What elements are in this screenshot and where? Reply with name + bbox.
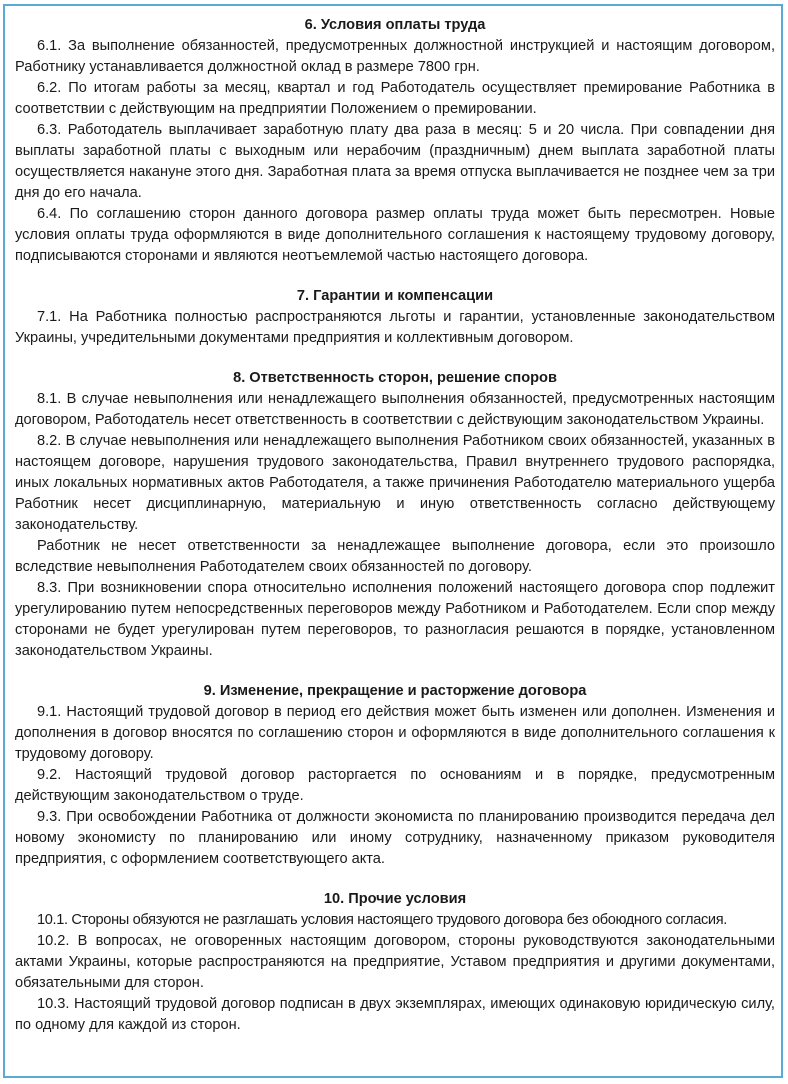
paragraph: 8.1. В случае невыполнения или ненадлежащего выполнения обязанностей, предусмотренных настоящим договором, Работодатель несет ответственность в соответствии с действующим законодательством Украины.: [15, 391, 775, 428]
paragraph: 8.3. При возникновении спора относительно исполнения положений настоящего договора спор подлежит урегулированию путем непосредственных переговоров между Работником и Работодателем. Если спор между сторонами не будет урегулирован путем переговоров, то разногласия решаются в порядке, установленном законодательством Украины.: [15, 580, 775, 659]
paragraph: 6.4. По соглашению сторон данного договора размер оплаты труда может быть пересмотрен. Новые условия оплаты труда оформляются в виде дополнительного соглашения к настоящему трудовому договору, подписываются сторонами и являются неотъемлемой частью настоящего договора.: [15, 206, 775, 264]
paragraph: 6.1. За выполнение обязанностей, предусмотренных должностной инструкцией и настоящим договором, Работнику устанавливается должностной оклад в размере 7800 грн.: [15, 38, 775, 75]
section-6: [15, 15, 775, 267]
paragraph: 10.2. В вопросах, не оговоренных настоящим договором, стороны руководствуются законодательными актами Украины, которые распространяются на предприятие, Уставом предприятия и другими документами, обязательными для сторон.: [15, 933, 775, 991]
paragraph: Работник не несет ответственности за ненадлежащее выполнение договора, если это произошло вследствие невыполнения Работодателем своих обязанностей по договору.: [15, 538, 775, 575]
paragraph: 9.1. Настоящий трудовой договор в период его действия может быть изменен или дополнен. Изменения и дополнения в договор вносятся по соглашению сторон и оформляются в виде дополнительного соглашения к трудовому договору.: [15, 704, 775, 762]
section-title: 7. Гарантии и компенсации: [296, 288, 494, 304]
paragraph: 9.3. При освобождении Работника от должности экономиста по планированию производится передача дел новому экономисту по планированию или иному сотруднику, назначенному приказом руководителя предприятия, с оформлением соответствующего акта.: [15, 809, 775, 867]
paragraph: 7.1. На Работника полностью распространяются льготы и гарантии, установленные законодательством Украины, учредительными документами предприятия и коллективным договором.: [15, 309, 775, 346]
section-title: 8. Ответственность сторон, решение споров: [233, 370, 557, 386]
section-10: [15, 889, 775, 1036]
section-title: 10. Прочие условия: [323, 891, 467, 907]
paragraph: 10.3. Настоящий трудовой договор подписан в двух экземплярах, имеющих одинаковую юридическую силу, по одному для каждой из сторон.: [15, 996, 775, 1033]
paragraph: 6.2. По итогам работы за месяц, квартал и год Работодатель осуществляет премирование Работника в соответствии с действующим на предприятии Положением о премировании.: [15, 80, 775, 117]
paragraph: 9.2. Настоящий трудовой договор расторгается по основаниям и в порядке, предусмотренным действующим законодательством о труде.: [15, 767, 775, 804]
section-7: [15, 286, 775, 349]
section-title: 9. Изменение, прекращение и расторжение договора: [203, 683, 587, 699]
section-8: [15, 368, 775, 662]
paragraph: 8.2. В случае невыполнения или ненадлежащего выполнения Работником своих обязанностей, указанных в настоящем договоре, нарушения трудового законодательства, Правил внутреннего трудового распорядка, иных локальных нормативных актов Работодателя, а также причинения Работодателю материального ущерба Работник несет дисциплинарную, материальную и иную ответственность согласно действующему законодательству.: [15, 433, 775, 533]
document-frame: [3, 4, 783, 1078]
paragraph: 10.1. Стороны обязуются не разглашать условия настоящего трудового договора без обоюдного согласия.: [37, 912, 727, 928]
section-9: [15, 681, 775, 870]
paragraph: 6.3. Работодатель выплачивает заработную плату два раза в месяц: 5 и 20 числа. При совпадении дня выплаты заработной платы с выходным или нерабочим (праздничным) днем выплата заработной платы осуществляется накануне этого дня. Заработная плата за время отпуска выплачивается не позднее чем за три дня до его начала.: [15, 122, 775, 201]
section-title: 6. Условия оплаты труда: [304, 17, 486, 33]
document-body: [15, 15, 775, 1036]
